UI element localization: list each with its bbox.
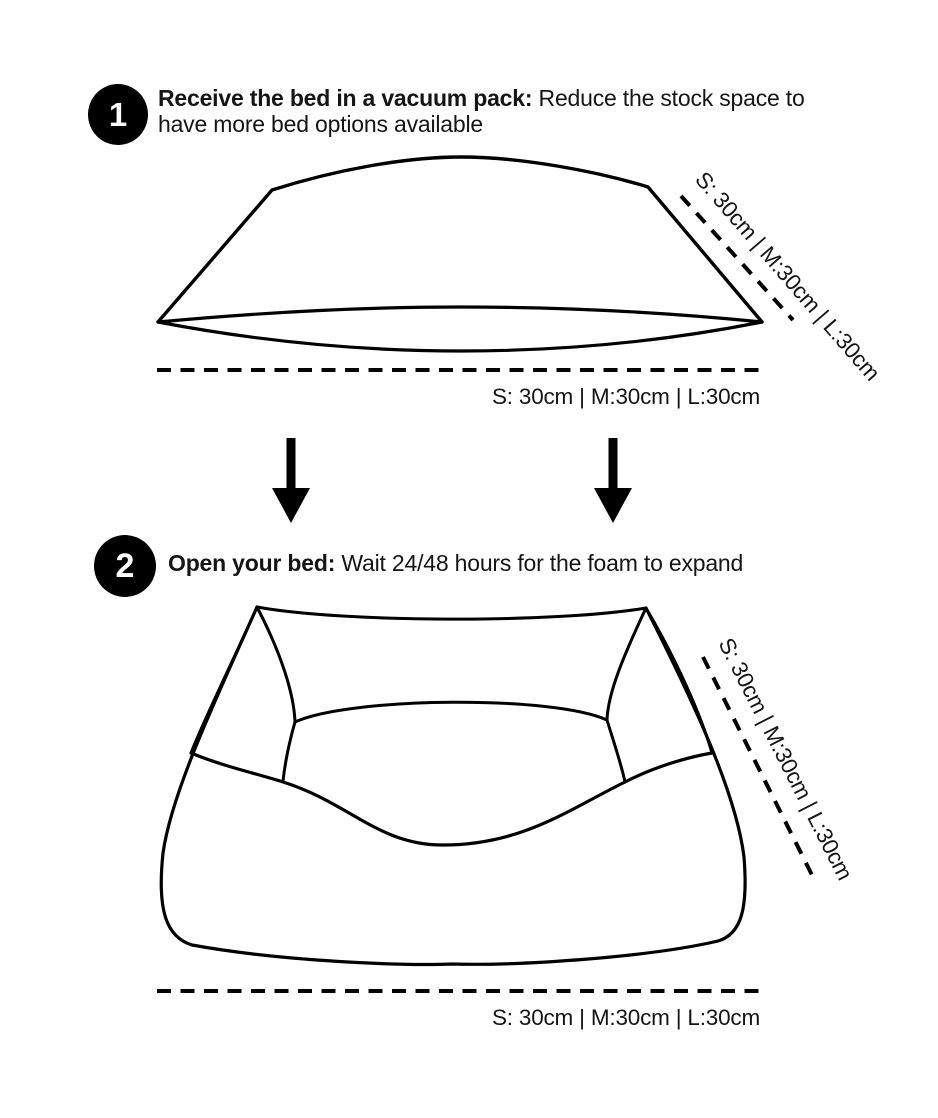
- width-dimension-label: S: 30cm | M:30cm | L:30cm: [491, 384, 760, 409]
- vacuum-bed-outline: [158, 157, 762, 322]
- step-1-title-bold: Receive the bed in a vacuum pack:: [158, 85, 533, 111]
- expanded-bed-back-edge: [257, 607, 646, 619]
- step-2-title: [168, 551, 928, 577]
- step-1-title: [158, 86, 834, 137]
- front-rim-edge: [191, 753, 712, 845]
- down-arrow-icon: [272, 438, 310, 523]
- step-2-title-bold: Open your bed:: [168, 550, 336, 576]
- vacuum-bed-bottom-fold: [158, 322, 762, 351]
- expanded-bed-illustration: [0, 595, 938, 1040]
- left-inner-wall-edge: [257, 607, 295, 722]
- width-dimension-label: S: 30cm | M:30cm | L:30cm: [491, 1005, 760, 1030]
- step-1-title-rest: Reduce the stock space to have more bed options available: [158, 85, 805, 137]
- right-wall-seam: [607, 720, 625, 782]
- step-transition-arrows: [0, 430, 938, 530]
- right-inner-wall-edge: [607, 608, 646, 720]
- step-1-number: 1: [108, 95, 128, 133]
- depth-dimension-label: S: 30cm | M:30cm | L:30cm: [690, 166, 885, 386]
- step-2-badge: [94, 535, 156, 597]
- vacuum-bed-top-fold: [158, 307, 762, 322]
- vacuum-packed-bed-illustration: [0, 150, 938, 435]
- left-wall-seam: [283, 722, 295, 781]
- step-2-title-rest: Wait 24/48 hours for the foam to expand: [341, 550, 744, 576]
- step-1-badge: [88, 84, 148, 145]
- depth-dimension-label: S: 30cm | M:30cm | L:30cm: [713, 633, 858, 885]
- left-corner-fold-line: [191, 607, 257, 753]
- expanded-bed-outline: [161, 607, 745, 964]
- step-2-number: 2: [115, 546, 135, 585]
- down-arrow-icon: [594, 438, 632, 523]
- cushion-top-edge: [295, 702, 607, 722]
